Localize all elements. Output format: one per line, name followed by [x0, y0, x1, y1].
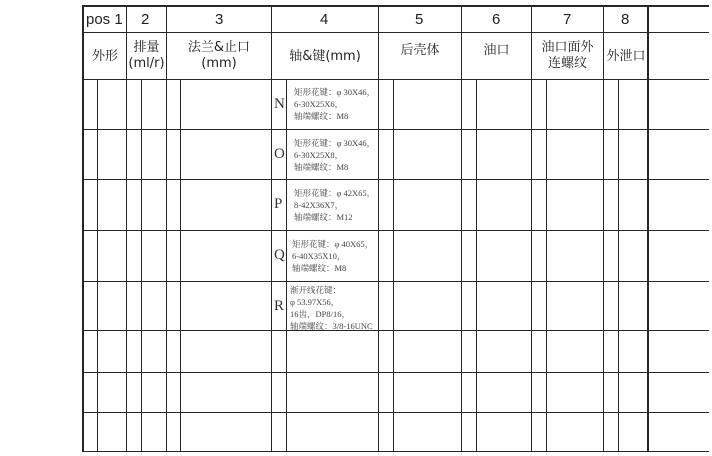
shaft-spec: 矩形花键：φ 40X65， 6-40X35X10， 轴端螺纹：M8	[292, 239, 374, 273]
col-border	[378, 5, 379, 452]
col-border	[603, 5, 604, 452]
row-divider	[82, 330, 709, 331]
row-divider	[82, 179, 709, 180]
col-border	[531, 5, 532, 452]
row-divider	[82, 281, 709, 282]
shaft-code: O	[274, 146, 285, 162]
col-header: 油口面外 连螺纹	[541, 40, 594, 71]
col-header: 外泄口	[606, 49, 646, 64]
col-border	[166, 5, 167, 452]
col-header: 油口	[483, 43, 510, 58]
col-number: 6	[492, 11, 501, 28]
sub-col-line	[393, 79, 394, 452]
shaft-code: Q	[274, 247, 285, 263]
col-header: 后壳体	[400, 43, 440, 58]
sub-col-line	[180, 79, 181, 452]
sub-col-line	[476, 79, 477, 452]
sub-col-line	[286, 79, 287, 452]
shaft-spec: 矩形花键：φ 30X46， 6-30X25X6， 轴端螺纹：M8	[294, 87, 376, 121]
col-header: 外形	[91, 49, 118, 64]
table-border-bottom	[82, 451, 709, 452]
row-divider	[82, 412, 709, 413]
col-number: pos 1	[86, 11, 123, 28]
header-row-divider	[82, 79, 709, 80]
sub-col-line	[97, 79, 98, 452]
col-number: 2	[141, 11, 150, 28]
col-header: 排量 (ml/r)	[128, 40, 165, 71]
shaft-code: P	[274, 196, 283, 212]
col-number: 7	[563, 11, 572, 28]
number-row-divider	[82, 32, 709, 33]
shaft-code: N	[274, 96, 285, 112]
col-number: 3	[215, 11, 224, 28]
shaft-code: R	[274, 298, 285, 314]
row-divider	[82, 230, 709, 231]
col-border	[647, 5, 649, 452]
col-border	[82, 5, 84, 452]
col-number: 8	[621, 11, 630, 28]
col-header: 法兰&止口 (mm)	[187, 40, 251, 71]
table-border-top	[82, 5, 709, 7]
col-border	[271, 5, 272, 452]
col-number: 4	[320, 11, 329, 28]
sub-col-line	[618, 79, 619, 452]
sub-col-line	[141, 79, 142, 452]
sub-col-line	[546, 79, 547, 452]
row-divider	[82, 372, 709, 373]
col-number: 5	[415, 11, 424, 28]
shaft-spec: 矩形花键：φ 42X65， 8-42X36X7， 轴端螺纹：M12	[294, 188, 376, 222]
col-border	[461, 5, 462, 452]
shaft-spec: 渐开线花键： φ 53.97X56， 16齿，DP8/16， 轴端螺纹：3/8-16UNC	[290, 285, 373, 331]
row-divider	[82, 129, 709, 130]
col-header: 轴&键(mm)	[289, 49, 361, 64]
col-border	[126, 5, 127, 452]
shaft-spec: 矩形花键：φ 30X46， 6-30X25X8， 轴端螺纹：M8	[294, 138, 376, 172]
